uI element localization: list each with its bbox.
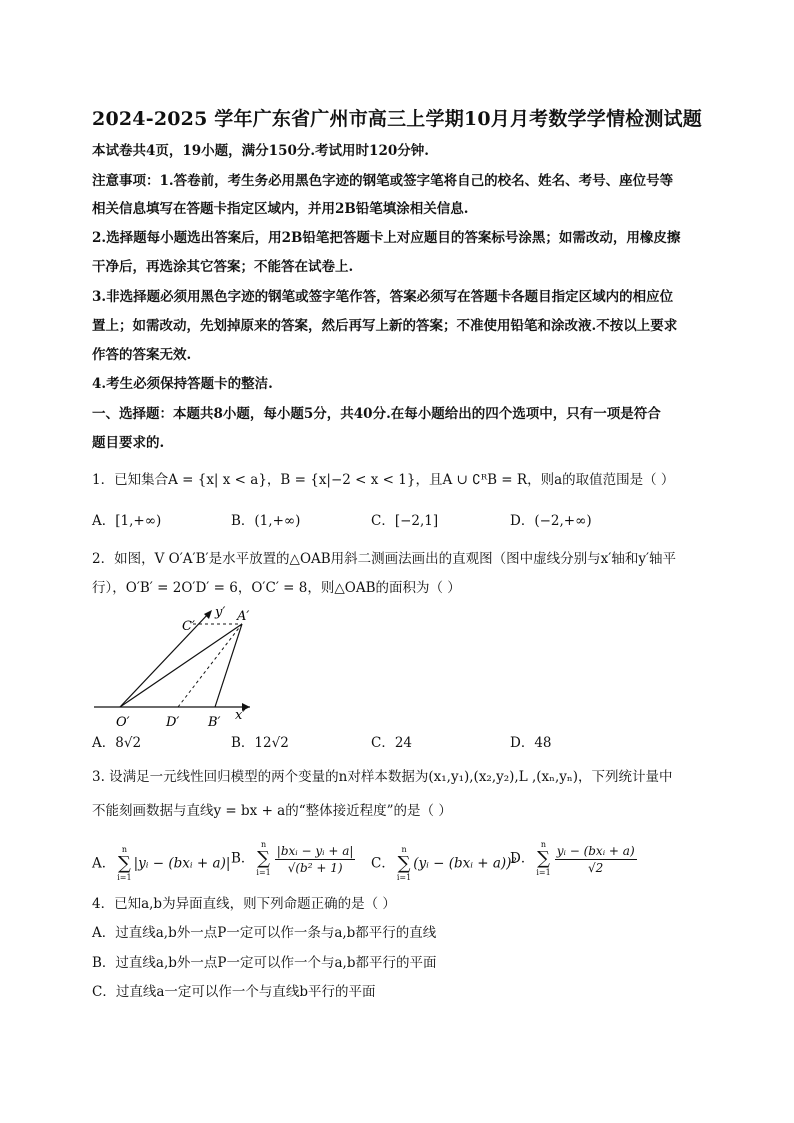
option-d-denominator: √2: [588, 860, 604, 875]
question-2-option-d: D．48: [510, 735, 552, 751]
question-1-stem: 1．已知集合A = {x| x < a}，B = {x|−2 < x < 1}，且A ∪ ∁ᴿB = R，则a的取值范围是（ ）: [92, 472, 675, 488]
question-3-option-c: [371, 845, 517, 883]
question-3-option-a: [92, 845, 230, 883]
sigma-c-top: n: [401, 845, 407, 854]
note-1-line-1: 注意事项：1.答卷前，考生务必用黑色字迹的钢笔或签字笔将自己的校名、姓名、考号、座位号等: [92, 173, 674, 189]
question-3-option-b: [231, 840, 357, 878]
question-4-option-b: B．过直线a,b外一点P一定可以作一个与a,b都平行的平面: [92, 955, 437, 971]
option-c-label: C．: [371, 855, 395, 872]
question-2-option-c: C．24: [371, 735, 413, 751]
question-3-stem-line-2: 不能刻画数据与直线y = bx + a的“整体接近程度”的是（ ）: [92, 803, 452, 819]
option-b-denominator: √(b² + 1): [287, 860, 343, 875]
segment-ab: [215, 624, 242, 707]
question-4-option-c: C．过直线a一定可以作一个与直线b平行的平面: [92, 984, 376, 1000]
note-3-line-3: 作答的答案无效.: [92, 347, 192, 363]
sigma-b-symbol: ∑: [257, 848, 271, 869]
question-3-stem-line-1: 3. 设满足一元线性回归模型的两个变量的n对样本数据为(x₁,y₁),(x₂,y₂),L ,(xₙ,yₙ)，下列统计量中: [92, 769, 673, 785]
label-y: y′: [215, 605, 226, 620]
option-d-label: D．: [510, 850, 535, 867]
section-1-heading-line-1: 一、选择题：本题共8小题，每小题5分，共40分.在每小题给出的四个选项中，只有一项是符合: [92, 406, 661, 422]
option-b-label: B．: [231, 850, 255, 867]
option-a-label: A．: [92, 855, 116, 872]
sigma-d-top: n: [540, 840, 547, 849]
question-1-option-b: B．(1,+∞): [231, 513, 301, 529]
sigma-a-bottom: i=1: [117, 873, 132, 882]
segment-oa: [120, 624, 242, 707]
question-4-option-a: A．过直线a,b外一点P一定可以作一条与a,b都平行的直线: [92, 925, 437, 941]
question-2-option-a: A．8√2: [92, 735, 142, 751]
page-title: 2024-2025 学年广东省广州市高三上学期10月月考数学学情检测试题: [92, 108, 702, 130]
option-b-fraction: [275, 843, 356, 876]
sigma-b-top: n: [261, 840, 267, 849]
sigma-d-symbol: ∑: [537, 848, 550, 869]
sigma-b: [256, 840, 270, 878]
option-c-expression: (yᵢ − (bxᵢ + a))²: [413, 855, 517, 872]
sigma-a-top: n: [121, 845, 127, 854]
question-1-option-c: C．[−2,1]: [371, 513, 439, 529]
sigma-d-bottom: i=1: [536, 868, 551, 877]
label-b: B′: [208, 715, 221, 730]
intro-text: 本试卷共4页，19小题，满分150分.考试用时120分钟.: [92, 143, 429, 159]
sigma-c-symbol: ∑: [397, 853, 411, 874]
note-3-line-2: 置上；如需改动，先划掉原来的答案，然后再写上新的答案；不准使用铅笔和涂改液.不按以上要求: [92, 318, 678, 334]
question-4-stem: 4．已知a,b为异面直线，则下列命题正确的是（ ）: [92, 896, 396, 912]
section-1-heading-line-2: 题目要求的.: [92, 435, 165, 451]
sigma-b-bottom: i=1: [256, 868, 271, 877]
sigma-c-bottom: i=1: [396, 873, 412, 882]
sigma-a: [117, 845, 131, 883]
note-2-line-1: 2.选择题每小题选出答案后，用2B铅笔把答题卡上对应题目的答案标号涂黑；如需改动，用橡皮擦: [92, 230, 681, 246]
question-1-option-d: D．(−2,+∞): [510, 513, 592, 529]
note-3-line-1: 3.非选择题必须用黑色字迹的钢笔或签字笔作答，答案必须写在答题卡各题目指定区域内的相应位: [92, 289, 674, 305]
note-4: 4.考生必须保持答题卡的整洁.: [92, 376, 273, 392]
option-d-numerator: yᵢ − (bxᵢ + a): [556, 843, 635, 858]
question-2-stem-line-1: 2．如图，V O′A′B′是水平放置的△OAB用斜二测画法画出的直观图（图中虚线分别与x′轴和y′轴平: [92, 551, 677, 567]
option-d-fraction: [555, 843, 637, 876]
option-b-numerator: |bxᵢ − yᵢ + a|: [276, 843, 354, 858]
option-a-expression: |yᵢ − (bxᵢ + a)|: [133, 855, 231, 872]
label-c: C′: [182, 619, 195, 634]
label-x: x′: [235, 708, 246, 723]
label-a: A′: [237, 609, 250, 624]
question-2-stem-line-2: 行），O′B′ = 2O′D′ = 6，O′C′ = 8，则△OAB的面积为（ ）: [92, 580, 461, 596]
sigma-d: [536, 840, 550, 878]
question-2-option-b: B．12√2: [231, 735, 289, 751]
question-2-figure: [90, 600, 270, 730]
note-1-line-2: 相关信息填写在答题卡指定区域内，并用2B铅笔填涂相关信息.: [92, 201, 469, 217]
note-2-line-2: 干净后，再选涂其它答案；不能答在试卷上.: [92, 259, 354, 275]
label-o: O′: [116, 715, 130, 730]
sigma-c: [397, 845, 411, 883]
y-axis-line: [120, 612, 210, 707]
question-3-option-d: [510, 840, 639, 878]
sigma-a-symbol: ∑: [118, 853, 131, 874]
question-1-option-a: A．[1,+∞): [92, 513, 162, 529]
label-d: D′: [166, 715, 180, 730]
